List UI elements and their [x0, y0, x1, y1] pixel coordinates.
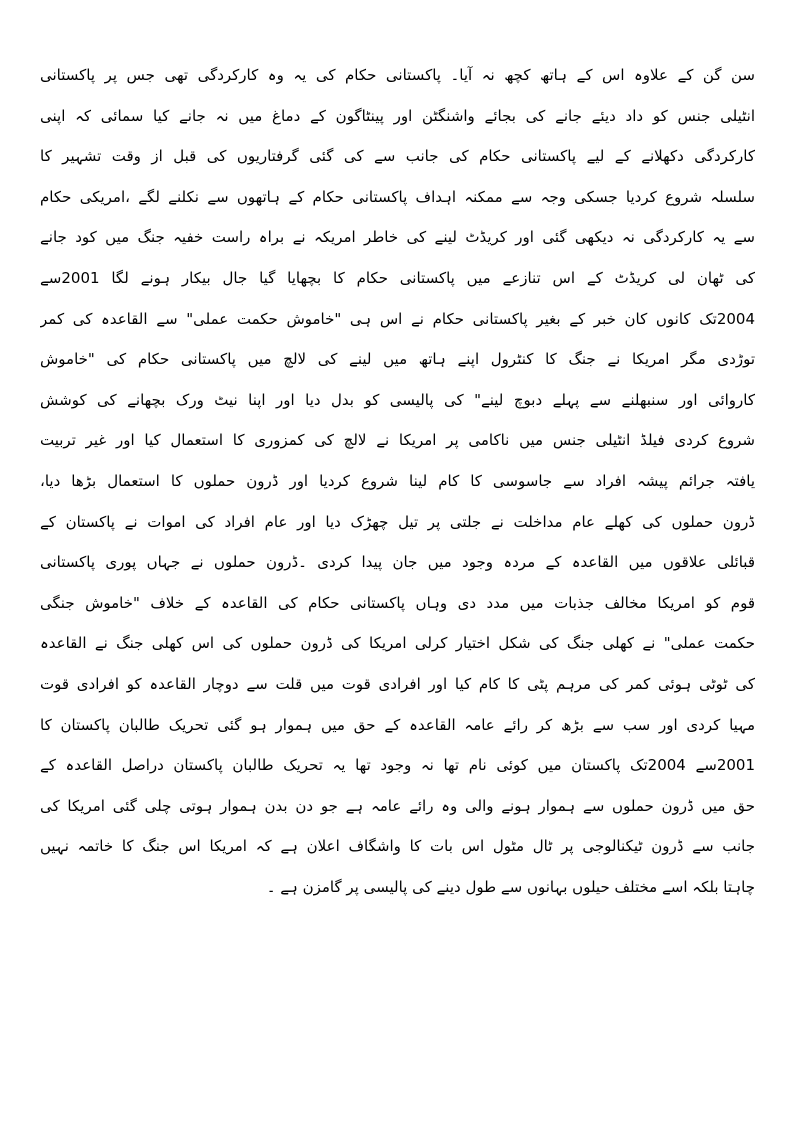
- text-line: 2004تک کانوں کان خبر کے بغیر پاکستانی حکام نے اس ہی "خاموش حکمت عملی" سے القاعدہ کی کمر: [40, 309, 755, 328]
- text-line: حکمت عملی" نے کھلی جنگ کی شکل اختیار کرلی امریکا کی ڈرون حملوں کی اس کھلی جنگ نے القاعدہ: [40, 634, 755, 653]
- text-line: مہیا کردی اور سب سے بڑھ کر رائے عامہ القاعدہ کے حق میں ہموار ہو گئی تحریک طالبان پاکستان کا: [40, 715, 755, 734]
- urdu-paragraph: [40, 55, 755, 907]
- text-line: توڑدی مگر امریکا نے جنگ کا کنٹرول اپنے ہاتھ میں لینے کی لالچ میں پاکستانی حکام کی "خاموش: [40, 350, 755, 369]
- text-line: کی ٹھان لی کریڈٹ کے اس تنازعے میں پاکستانی حکام کا بچھایا گیا جال بیکار ہونے لگا 2001سے: [40, 268, 755, 287]
- text-line: چاہتا بلکہ اسے مختلف حیلوں بہانوں سے طول دینے کی پالیسی پر گامزن ہے ۔: [266, 877, 755, 896]
- text-line: سلسلہ شروع کردیا جسکی وجہ سے ممکنہ اہداف پاکستانی حکام کے ہاتھوں سے نکلنے لگے ،امریکی حکام: [40, 187, 755, 206]
- text-line: شروع کردی فیلڈ انٹیلی جنس میں ناکامی پر امریکا نے لالچ کی کمزوری کا استعمال کیا اور غیر تربیت: [40, 431, 755, 450]
- text-line: قوم کو امریکا مخالف جذبات میں مدد دی وہاں پاکستانی حکام کی القاعدہ کے خلاف "خاموش جنگی: [40, 593, 755, 612]
- text-line: سن گن کے علاوہ اس کے ہاتھ کچھ نہ آیا۔ پاکستانی حکام کی یہ وہ کارکردگی تھی جس پر پاکستانی: [40, 66, 755, 84]
- text-line: ڈرون حملوں کی کھلے عام مداخلت نے جلتی پر تیل چھڑک دیا اور عام افراد کی اموات نے پاکستان کے: [40, 512, 755, 531]
- text-line: کی ٹوٹی ہوئی کمر کی مرہم پٹی کا کام کیا اور افرادی قوت میں قلت سے دوچار القاعدہ کو افرادی قوت: [40, 674, 755, 693]
- text-line: سے یہ کارکردگی نہ دیکھی گئی اور کریڈٹ لینے کی خاطر امریکہ نے براہ راست خفیہ جنگ میں کود جانے: [40, 228, 755, 247]
- text-line: کاروائی اور سنبھلنے سے پہلے دبوچ لینے" کی پالیسی کو بدل دیا اور اپنا نیٹ ورک بچھانے کی کوشش: [40, 390, 755, 409]
- text-line: قبائلی علاقوں میں القاعدہ کے مردہ وجود میں جان پیدا کردی ۔ڈرون حملوں نے جہاں پوری پاکستانی: [40, 553, 755, 572]
- text-line: انٹیلی جنس کو داد دیئے جانے کی بجائے واشنگٹن اور پینٹاگون کے دماغ میں نہ جانے کیا سمائی کہ اپنی: [40, 106, 755, 125]
- text-line: یافتہ جرائم پیشہ افراد سے جاسوسی کا کام لینا شروع کردیا اور ڈرون حملوں کا استعمال بڑھا دیا،: [40, 471, 755, 490]
- text-line: حق میں ڈرون حملوں سے ہموار ہونے والی وہ رائے عامہ ہے جو دن بدن ہموار ہوتی چلی گئی امریکا کی: [40, 796, 755, 815]
- text-line: 2001سے 2004تک پاکستان میں کوئی نام تھا نہ وجود تھا یہ تحریک طالبان پاکستان دراصل القاعدہ کے: [40, 756, 755, 775]
- text-line: کارکردگی دکھلانے کے لیے پاکستانی حکام کی جانب سے کی گئی گرفتاریوں کی قبل از وقت تشہیر کا: [40, 147, 755, 166]
- text-line: جانب سے ڈرون ٹیکنالوجی پر ٹال مٹول اس بات کا واشگاف اعلان ہے کہ امریکا اس جنگ کا خاتمہ نہیں: [40, 837, 755, 856]
